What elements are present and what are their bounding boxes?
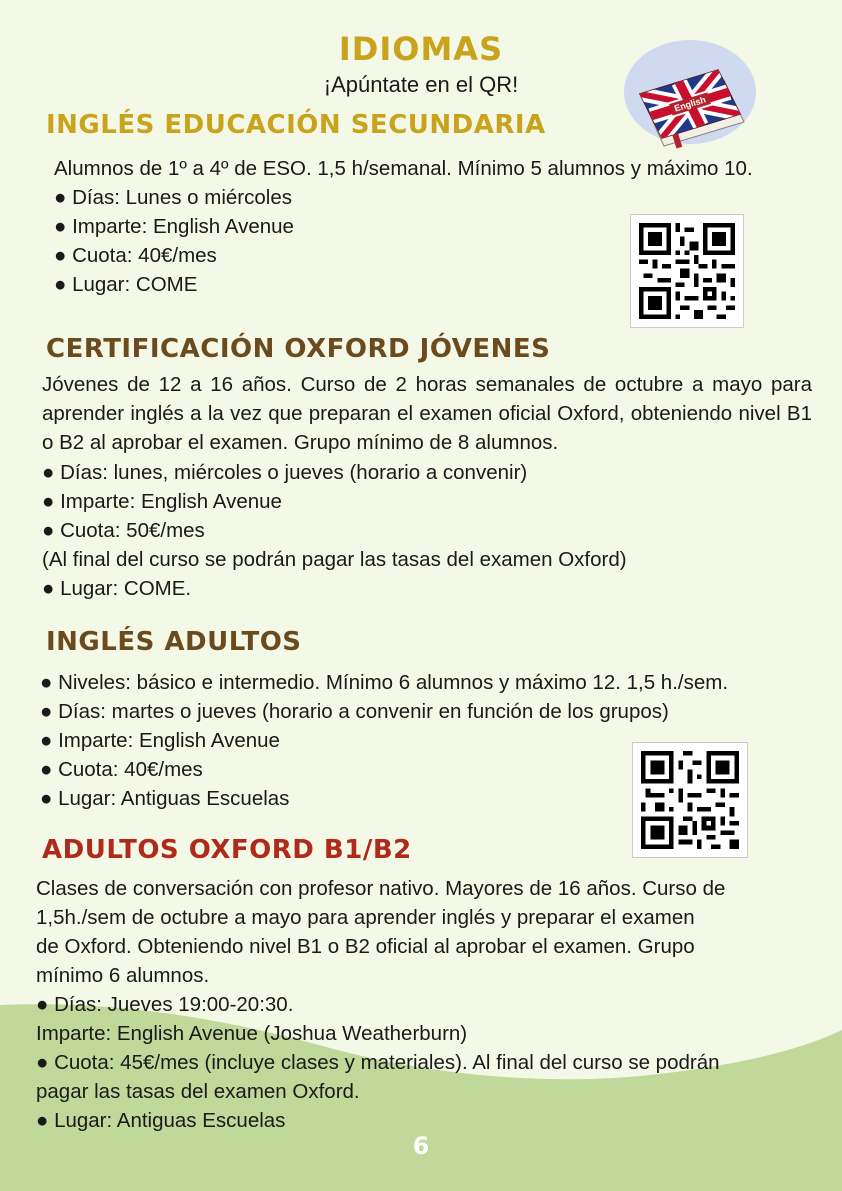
- section-bullet: ● Imparte: English Avenue: [42, 490, 282, 513]
- section-bullet: ● Días: Lunes o miércoles: [54, 186, 292, 209]
- section-bullet: ● Lugar: Antiguas Escuelas: [36, 1109, 286, 1132]
- section-text: Alumnos de 1º a 4º de ESO. 1,5 h/semanal. Mínimo 5 alumnos y máximo 10.: [54, 157, 753, 180]
- section-heading-ingles-adultos: INGLÉS ADULTOS: [46, 627, 302, 657]
- section-bullet: ● Niveles: básico e intermedio. Mínimo 6 alumnos y máximo 12. 1,5 h./sem.: [40, 671, 729, 694]
- section-text: Clases de conversación con profesor nativo. Mayores de 16 años. Curso de: [36, 877, 726, 900]
- section-heading-adultos-oxford: ADULTOS OXFORD B1/B2: [42, 835, 412, 865]
- section-text: Imparte: English Avenue (Joshua Weatherburn): [36, 1022, 468, 1045]
- book-label: English: [672, 94, 708, 114]
- section-bullet: ● Lugar: COME.: [42, 577, 192, 600]
- section-bullet: ● Cuota: 50€/mes: [42, 519, 205, 542]
- section-text: 1,5h./sem de octubre a mayo para aprender inglés y preparar el examen: [36, 906, 695, 929]
- section-text: mínimo 6 alumnos.: [36, 964, 210, 987]
- section-note: (Al final del curso se podrán pagar las tasas del examen Oxford): [42, 548, 627, 571]
- section-bullet: ● Lugar: Antiguas Escuelas: [40, 787, 290, 810]
- section-heading-secundaria: INGLÉS EDUCACIÓN SECUNDARIA: [46, 110, 546, 140]
- section-text: de Oxford. Obteniendo nivel B1 o B2 oficial al aprobar el examen. Grupo: [36, 935, 695, 958]
- page-title: IDIOMAS: [338, 30, 504, 68]
- section-text: pagar las tasas del examen Oxford.: [36, 1080, 360, 1103]
- section-heading-oxford-jovenes: CERTIFICACIÓN OXFORD JÓVENES: [46, 334, 551, 364]
- section-bullet: ● Cuota: 40€/mes: [54, 244, 217, 267]
- section-bullet: ● Días: lunes, miércoles o jueves (horario a convenir): [42, 461, 528, 484]
- page-number: 6: [412, 1132, 430, 1160]
- english-book-icon: [618, 30, 768, 150]
- section-bullet: ● Días: martes o jueves (horario a convenir en función de los grupos): [40, 700, 669, 723]
- section-bullet: ● Cuota: 40€/mes: [40, 758, 203, 781]
- qr-code-icon[interactable]: [632, 742, 748, 858]
- section-bullet: ● Días: Jueves 19:00-20:30.: [36, 993, 294, 1016]
- qr-code-icon[interactable]: [630, 214, 744, 328]
- section-bullet: ● Cuota: 45€/mes (incluye clases y materiales). Al final del curso se podrán: [36, 1051, 720, 1074]
- section-bullet: ● Imparte: English Avenue: [54, 215, 294, 238]
- section-bullet: ● Imparte: English Avenue: [40, 729, 280, 752]
- page-subtitle: ¡Apúntate en el QR!: [323, 72, 519, 97]
- section-paragraph: Jóvenes de 12 a 16 años. Curso de 2 horas semanales de octubre a mayo para aprender inglés a la vez que preparan el examen oficial Oxford, obteniendo nivel B1 o B2 al aprobar el examen. Grupo mínimo de 8 alumnos.: [42, 373, 812, 454]
- section-bullet: ● Lugar: COME: [54, 273, 198, 296]
